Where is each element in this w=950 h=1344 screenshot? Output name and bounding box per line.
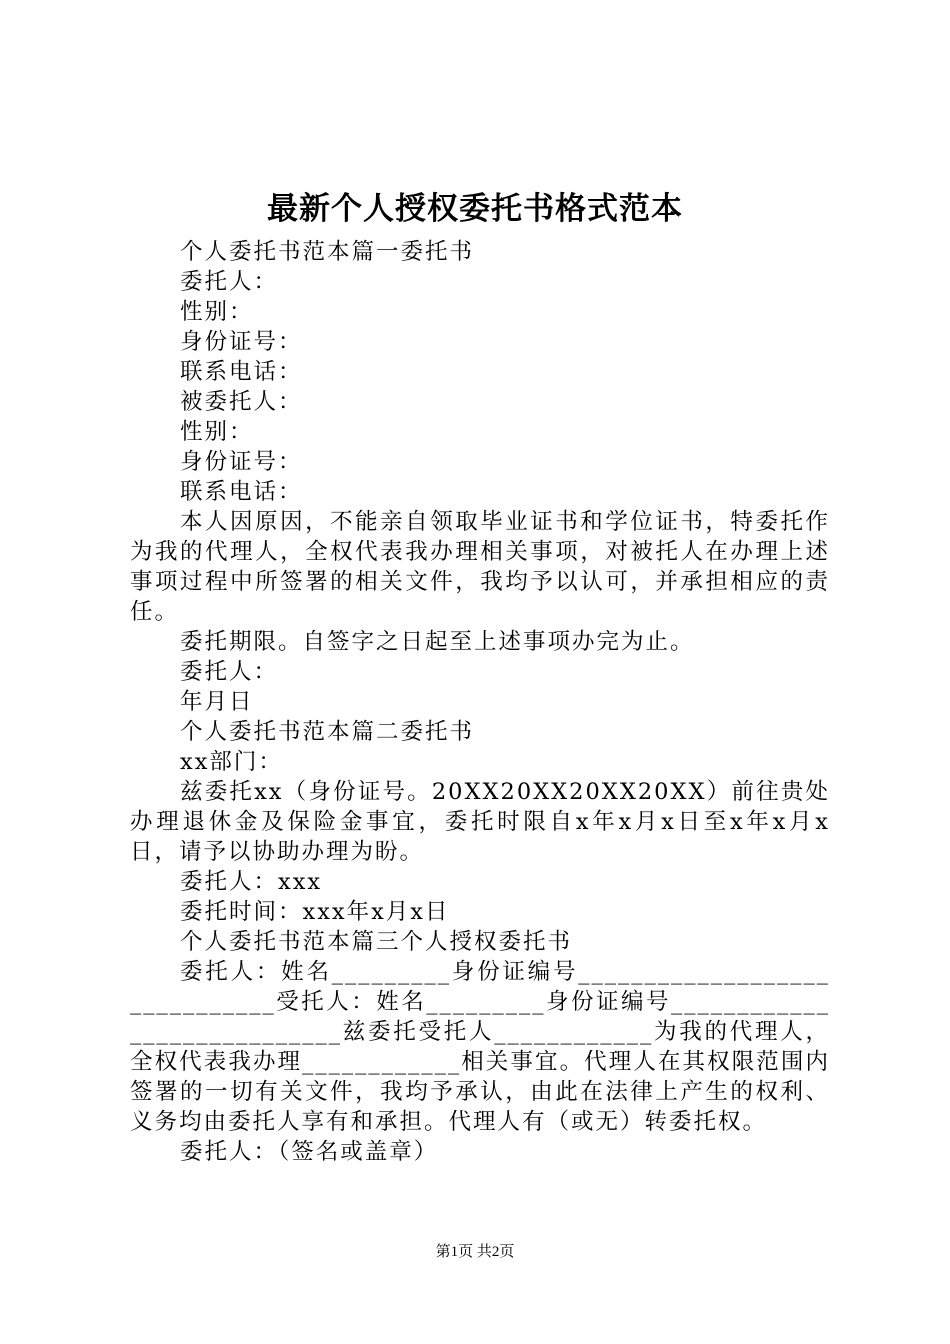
document-title: 最新个人授权委托书格式范本 <box>267 191 683 227</box>
paragraph: 委托人： <box>180 659 279 685</box>
paragraph: 联系电话： <box>180 359 303 385</box>
page-number: 第1页 共2页 <box>435 1244 515 1260</box>
paragraph: 委托人： <box>180 269 279 295</box>
paragraph: 性别： <box>180 419 254 445</box>
paragraph: 委托时间：xxx年x月x日 <box>180 899 450 925</box>
paragraph: 联系电话： <box>180 479 303 505</box>
paragraph: 委托期限。自签字之日起至上述事项办完为止。 <box>180 629 695 655</box>
paragraph: xx部门： <box>180 749 283 775</box>
paragraph: 被委托人： <box>180 389 303 415</box>
paragraph: 个人委托书范本篇一委托书 <box>180 239 475 265</box>
paragraph: 性别： <box>180 299 254 325</box>
paragraph: 身份证号： <box>180 329 303 355</box>
document-body <box>130 237 830 1167</box>
paragraph: 委托人：xxx <box>180 869 323 895</box>
paragraph: 身份证号： <box>180 449 303 475</box>
paragraph: 委托人：（签名或盖章） <box>180 1139 439 1165</box>
paragraph: 兹委托xx（身份证号。20XX20XX20XX20XX）前往贵处办理退休金及保险金事宜，委托时限自x年x月x日至x年x月x日，请予以协助办理为盼。 <box>130 779 830 865</box>
paragraph: 个人委托书范本篇三个人授权委托书 <box>180 929 573 955</box>
paragraph: 个人委托书范本篇二委托书 <box>180 719 475 745</box>
paragraph: 年月日 <box>180 689 254 715</box>
paragraph: 委托人：姓名_________身份证编号______________________________受托人：姓名_________身份证编号____________________________兹委托受托人____________为我的代理人，全权代表我办理____________相关事宜。代理人在其权限范围内签署的一切有关文件，我均予承认，由此在法律上产生的权利、义务均由委托人享有和承担。代理人有（或无）转委托权。 <box>130 959 830 1135</box>
paragraph: 本人因原因，不能亲自领取毕业证书和学位证书，特委托作为我的代理人，全权代表我办理相关事项，对被托人在办理上述事项过程中所签署的相关文件，我均予以认可，并承担相应的责任。 <box>130 509 830 625</box>
